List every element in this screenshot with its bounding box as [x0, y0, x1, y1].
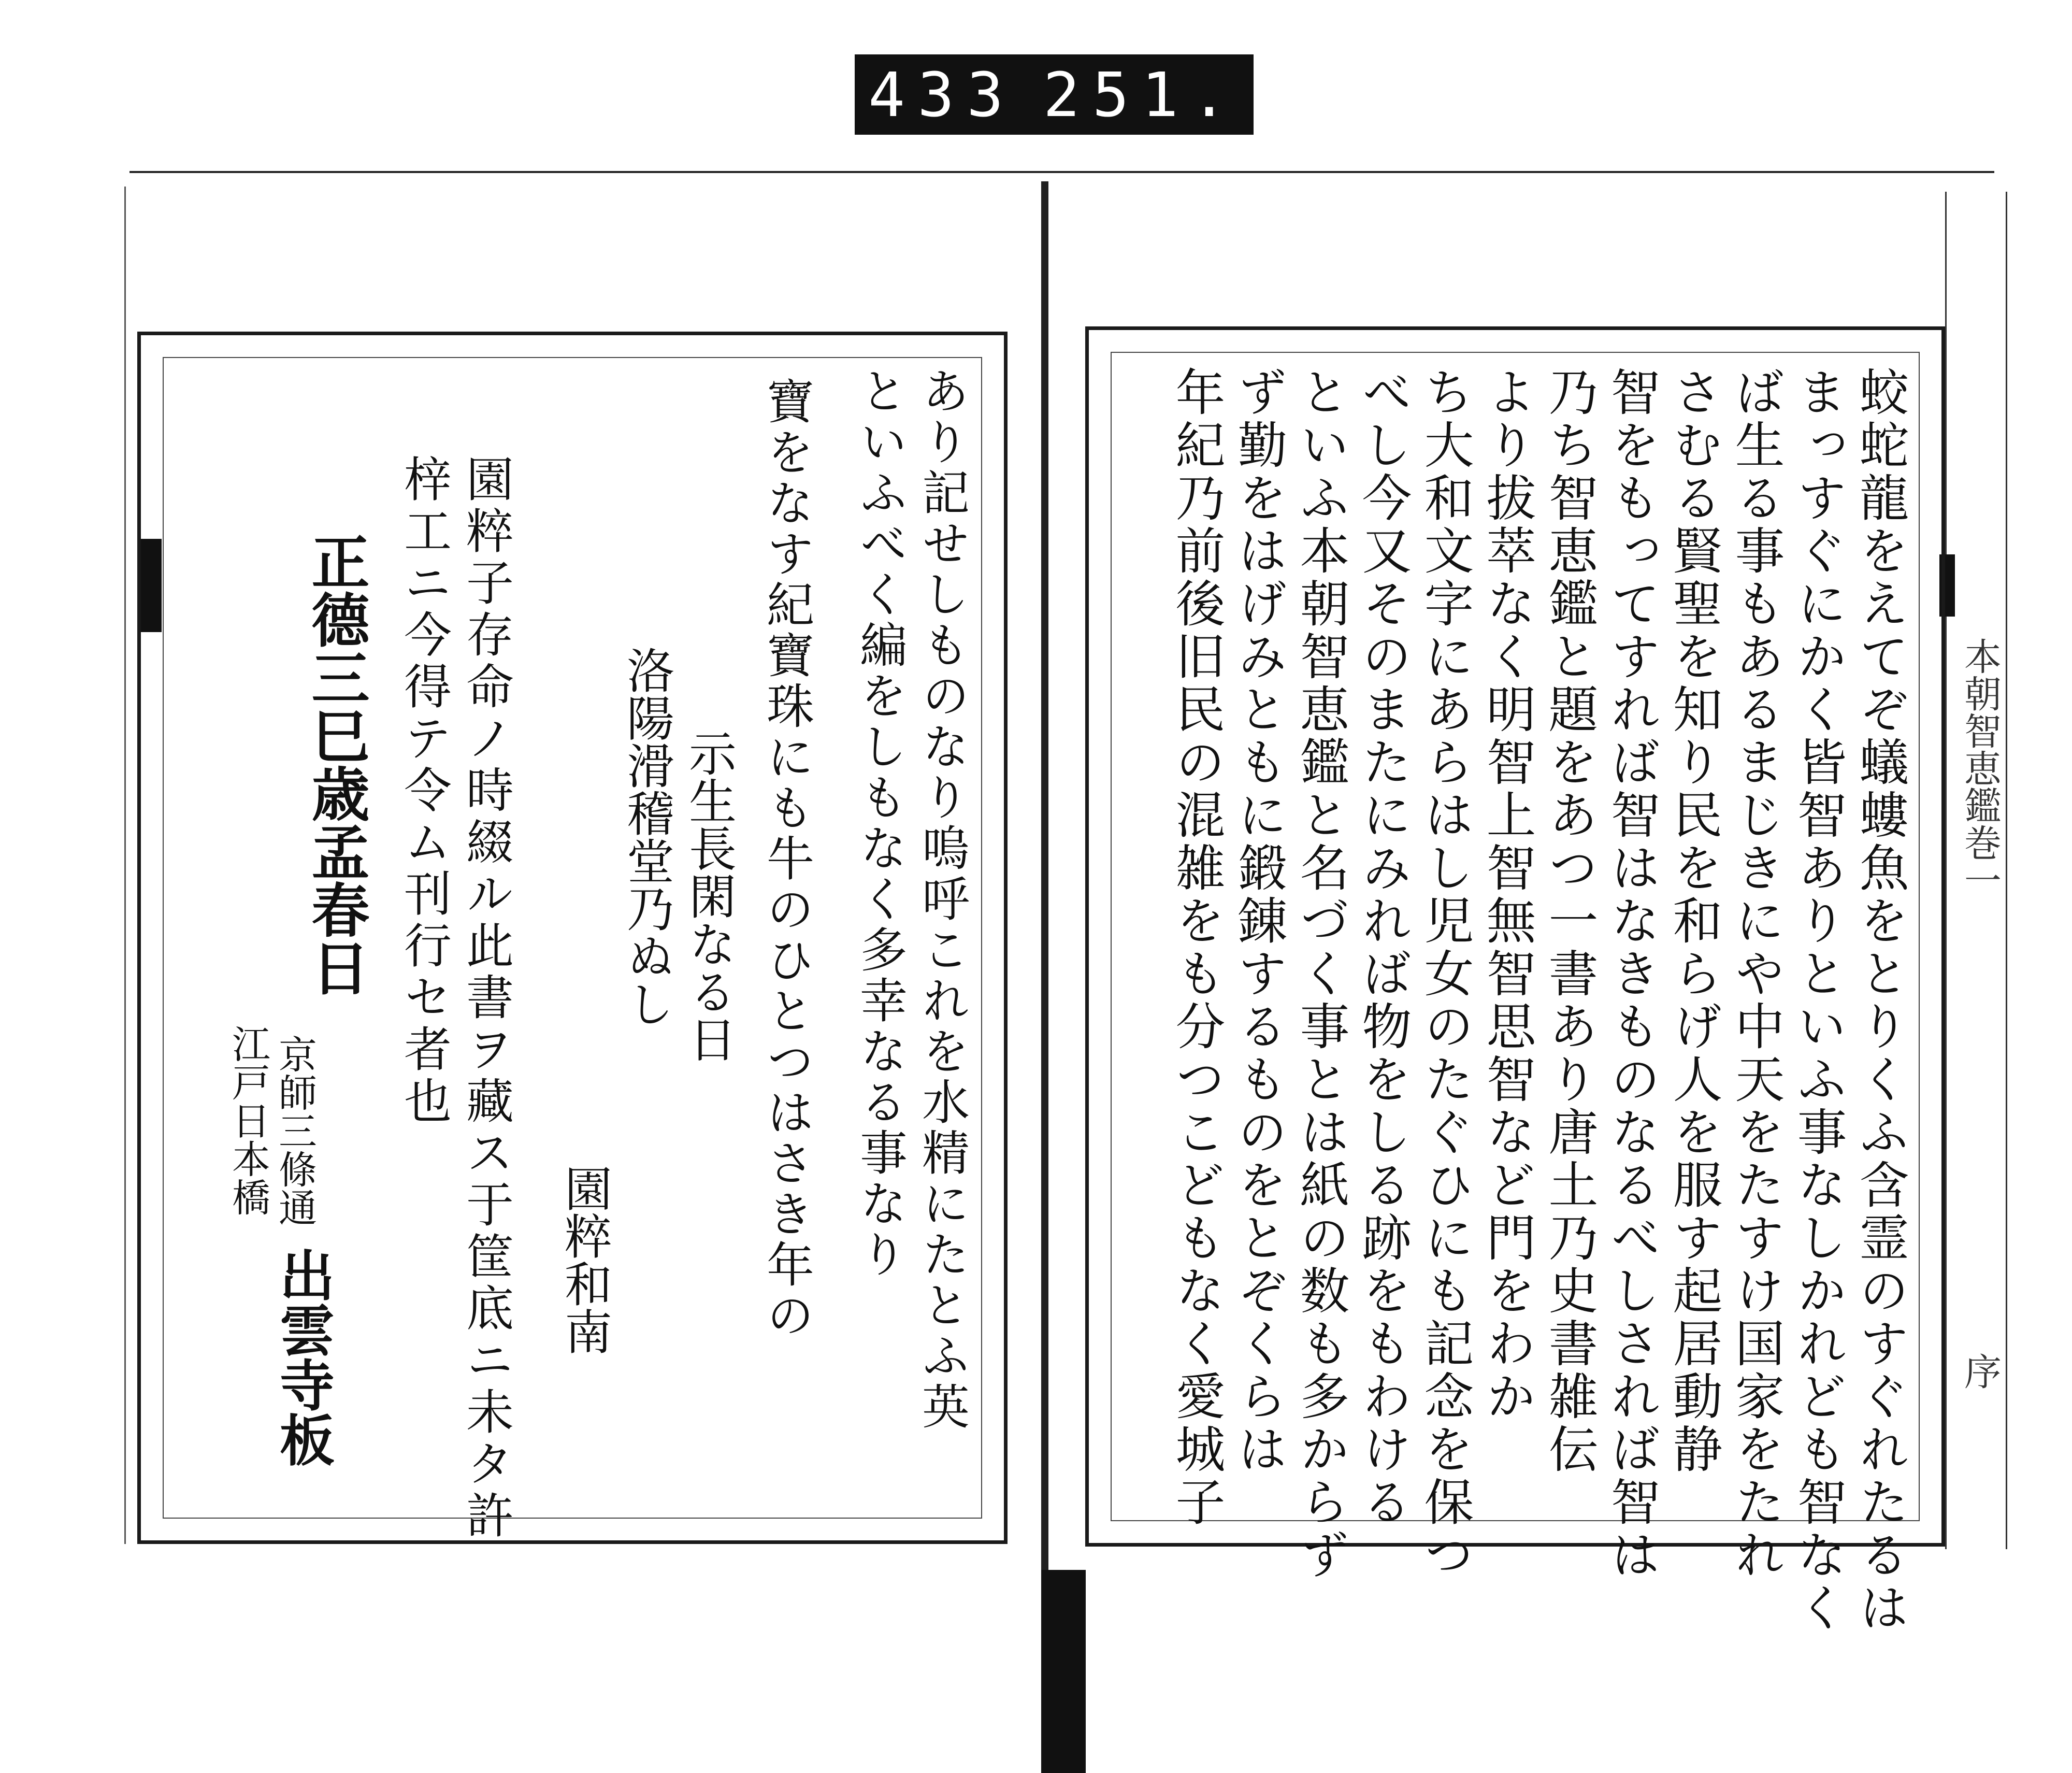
publisher-name: 出雲寺板: [271, 1247, 336, 1467]
right-page-frame: [1085, 326, 1945, 1635]
preface-line-2: といふべく編をしもなく多幸なる事なり: [852, 366, 908, 1280]
preface-author: 園粹和南: [557, 1164, 612, 1355]
right-page-line-3: ば生る事もあるまじきにや中天をたすけ国家をたれ: [1727, 366, 1785, 1582]
preface-date: 示生長閑なる日: [681, 729, 737, 1063]
plate-number-right: 251.: [1043, 59, 1240, 131]
preface-line-3: 寶をなす紀寶珠にも牛のひとつはさき年の: [759, 377, 814, 1341]
right-page-line-1: 蛟蛇龍をえてぞ蟻螻魚をとりくふ含霊のすぐれたるは: [1851, 366, 1909, 1635]
left-page-frame: [137, 332, 1008, 1544]
publication-era: 正德三巳歳孟春日: [302, 532, 370, 996]
right-page-line-9: べし今又そのまたにみれば物をしる跡をもわける: [1354, 366, 1412, 1529]
right-page-line-10: といふ本朝智恵鑑と名づく事とは紙の数も多からず: [1292, 366, 1350, 1582]
preface-place: 洛陽滑稽堂乃ぬし: [619, 646, 674, 1027]
plate-number-left: 433: [868, 59, 1016, 131]
publisher-address-kyoto: 京師三條通: [272, 1035, 317, 1226]
right-page-line-7: より拔萃なく明智上智無智思智など門をわか: [1478, 366, 1536, 1423]
publisher-address-edo: 江戸日本橋: [226, 1024, 270, 1216]
right-page-line-5: 智をもってすれば智はなきものなるべしされば智は: [1603, 366, 1661, 1582]
right-page-line-8: ち大和文字にあらはし児女のたぐひにも記念を保つ: [1416, 366, 1474, 1582]
preface-line-1: あり記せしものなり嗚呼これを水精にたとふ英: [914, 366, 970, 1433]
right-page-line-12: 年紀乃前後旧民の混雑をも分つこどもなく愛城子: [1168, 366, 1226, 1529]
volume-edge-title: 本朝智恵鑑巻一: [1958, 637, 2002, 898]
right-page-line-4: さむる賢聖を知り民を和らげ人を服す起居動静: [1665, 366, 1723, 1476]
book-spine: [1041, 181, 1048, 1570]
colophon-line-2: 梓工ニ今得テ令ム刊行セ者也: [396, 454, 452, 1128]
colophon-line-1: 園粹子存命ノ時綴ル此書ヲ藏ス于筐底ニ未タ許: [458, 454, 514, 1542]
right-page-line-6: 乃ち智恵鑑と題をあつ一書あり唐土乃史書雑伝: [1541, 366, 1599, 1476]
volume-edge-label: 序: [1958, 1352, 2002, 1390]
spine-bottom-shadow: [1041, 1570, 1086, 1773]
page-edge-margin: [1945, 192, 2007, 1549]
right-page-line-11: ず勤をはげみともに鍛錬するものをとぞくらは: [1230, 366, 1288, 1476]
catalogue-number-plate: [855, 54, 1254, 135]
right-page-line-2: まっすぐにかく皆智ありといふ事なしかれども智なく: [1789, 366, 1847, 1635]
